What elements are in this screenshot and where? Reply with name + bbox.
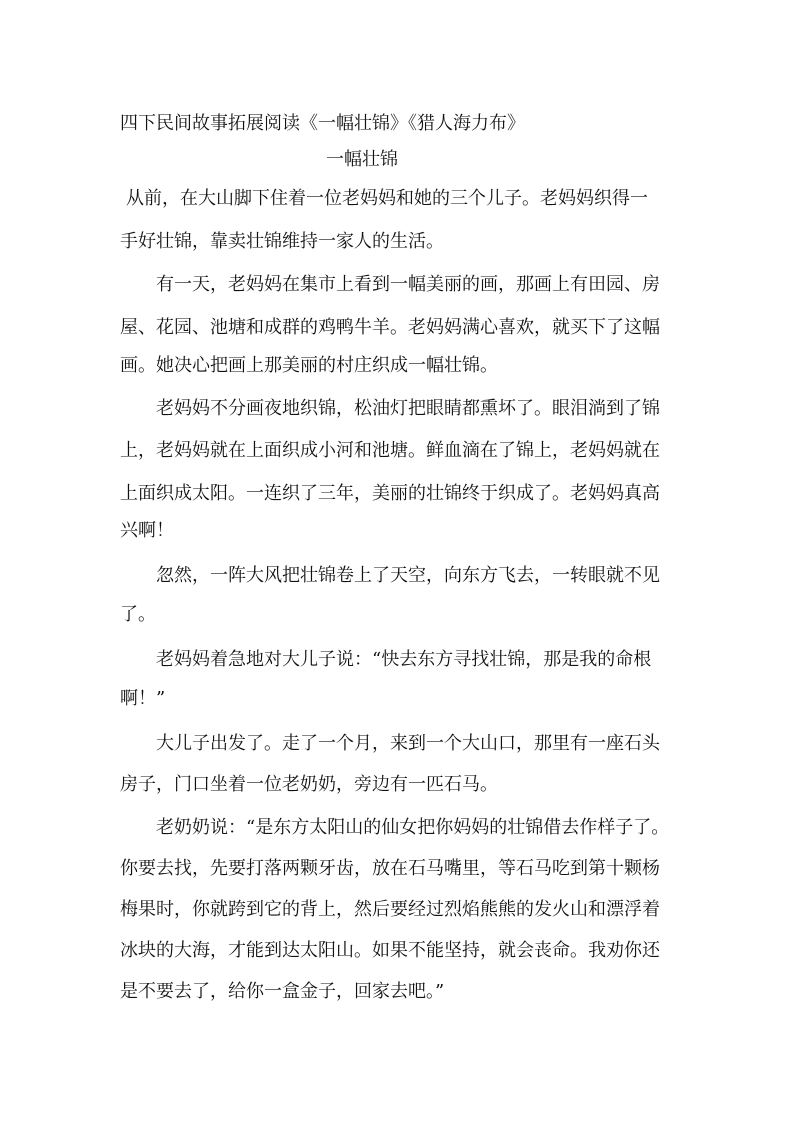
paragraph-line: 老妈妈不分画夜地织锦，松油灯把眼睛都熏坏了。眼泪淌到了锦 (156, 398, 660, 419)
paragraph-line: 画。她决心把画上那美丽的村庄织成一幅壮锦。 (120, 355, 498, 376)
paragraph-line: 老奶奶说：“是东方太阳山的仙女把你妈妈的壮锦借去作样子了。 (156, 817, 670, 838)
paragraph-line: 房子，门口坐着一位老奶奶，旁边有一匹石马。 (120, 774, 498, 795)
paragraph-line: 冰块的大海，才能到达太阳山。如果不能坚持，就会丧命。我劝你还 (120, 940, 660, 961)
paragraph-line: 了。 (120, 604, 156, 625)
paragraph-line: 大儿子出发了。走了一个月，来到一个大山口，那里有一座石头 (156, 733, 660, 754)
paragraph-line: 兴啊！ (120, 520, 174, 541)
paragraph-line: 上面织成太阳。一连织了三年，美丽的壮锦终于织成了。老妈妈真高 (120, 483, 660, 504)
story-title: 一幅壮锦 (326, 149, 398, 170)
paragraph-line: 老妈妈着急地对大儿子说：“快去东方寻找壮锦，那是我的命根 (156, 649, 652, 670)
paragraph-line: 从前，在大山脚下住着一位老妈妈和她的三个儿子。老妈妈织得一 (126, 188, 648, 209)
paragraph-line: 梅果时，你就跨到它的背上，然后要经过烈焰熊熊的发火山和漂浮着 (120, 899, 660, 920)
paragraph-line: 屋、花园、池塘和成群的鸡鸭牛羊。老妈妈满心喜欢，就买下了这幅 (120, 317, 660, 338)
document-title: 四下民间故事拓展阅读《一幅壮锦》《猎人海力布》 (120, 113, 525, 134)
paragraph-line: 你要去找，先要打落两颗牙齿，放在石马嘴里，等石马吃到第十颗杨 (120, 858, 660, 879)
paragraph-line: 是不要去了，给你一盒金子，回家去吧。” (120, 981, 445, 1002)
paragraph-line: 啊！” (120, 688, 166, 709)
paragraph-line: 手好壮锦，靠卖壮锦维持一家人的生活。 (120, 231, 444, 252)
paragraph-line: 忽然，一阵大风把壮锦卷上了天空，向东方飞去，一转眼就不见 (156, 565, 660, 586)
paragraph-line: 有一天，老妈妈在集市上看到一幅美丽的画，那画上有田园、房 (156, 274, 660, 295)
paragraph-line: 上，老妈妈就在上面织成小河和池塘。鲜血滴在了锦上，老妈妈就在 (120, 440, 660, 461)
